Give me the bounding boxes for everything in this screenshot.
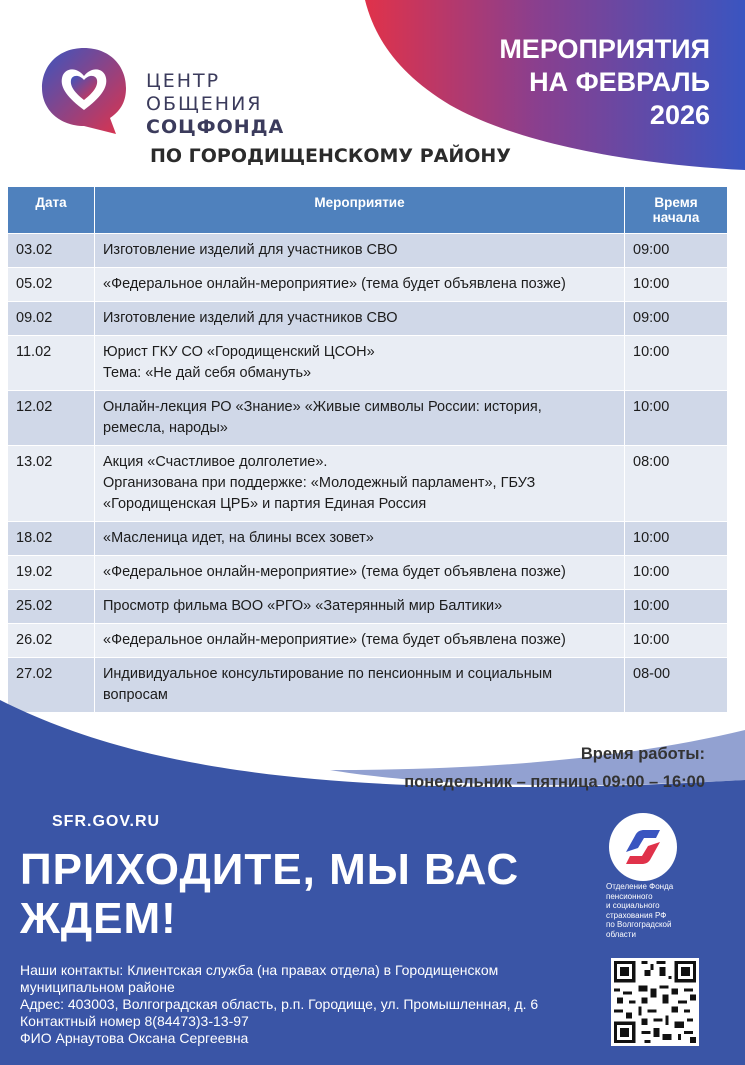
row-event: [95, 446, 625, 522]
row-time: 09:00: [625, 302, 728, 336]
row-date: 19.02: [8, 556, 95, 590]
row-time: 10:00: [625, 624, 728, 658]
row-date: 12.02: [8, 391, 95, 446]
row-event-line: Акция «Счастливое долголетие».: [103, 454, 328, 470]
table-row: [8, 302, 728, 336]
row-time: 08:00: [625, 446, 728, 522]
column-header-time-line-1: Время: [654, 195, 698, 210]
table-row: [8, 446, 728, 522]
sfr-caption-line: Отделение Фонда: [606, 882, 674, 891]
table-row: [8, 234, 728, 268]
row-event: [95, 590, 625, 624]
row-event-line: «Городищенская ЦРБ» и партия Единая Россия: [103, 496, 427, 512]
row-date: 11.02: [8, 336, 95, 391]
row-time: 10:00: [625, 556, 728, 590]
site-link[interactable]: SFR.GOV.RU: [52, 813, 161, 830]
logo-line-1: ЦЕНТР: [146, 70, 221, 92]
logo-line-3: СОЦФОНДА: [146, 116, 285, 138]
page-title: [499, 33, 710, 132]
title-line-1: МЕРОПРИЯТИЯ: [499, 34, 710, 64]
row-event: [95, 302, 625, 336]
column-header-time-line-2: начала: [652, 210, 700, 225]
row-event: [95, 624, 625, 658]
column-header-time: [625, 187, 728, 234]
slogan-line-1: ПРИХОДИТЕ, МЫ ВАС: [20, 845, 520, 894]
row-event-line: Организована при поддержке: «Молодежный парламент», ГБУЗ: [103, 475, 536, 491]
row-event-line: ремесла, народы»: [103, 420, 228, 436]
contacts-block: [20, 962, 600, 1047]
row-time: 08-00: [625, 658, 728, 713]
work-hours-value: понедельник – пятница 09:00 – 16:00: [404, 773, 705, 791]
table-row: [8, 522, 728, 556]
work-hours: [404, 740, 705, 796]
events-table: [7, 186, 728, 713]
work-hours-title: Время работы:: [580, 745, 705, 763]
sfr-caption-line: страхования РФ: [606, 910, 667, 920]
row-date: 26.02: [8, 624, 95, 658]
contacts-line: ФИО Арнаутова Оксана Сергеевна: [20, 1030, 249, 1046]
row-event-line: Изготовление изделий для участников СВО: [103, 310, 398, 326]
table-row: [8, 268, 728, 302]
row-event-line: Просмотр фильма ВОО «РГО» «Затерянный мир Балтики»: [103, 598, 503, 614]
row-time: 10:00: [625, 336, 728, 391]
table-row: [8, 391, 728, 446]
title-line-2: НА ФЕВРАЛЬ: [529, 67, 710, 97]
row-event-line: Индивидуальное консультирование по пенсионным и социальным: [103, 666, 553, 682]
row-event-line: вопросам: [103, 687, 168, 703]
row-event-line: «Федеральное онлайн-мероприятие» (тема будет объявлена позже): [103, 276, 566, 292]
contacts-line: Контактный номер 8(84473)3-13-97: [20, 1013, 249, 1029]
row-event-line: «Масленица идет, на блины всех зовет»: [103, 530, 374, 546]
row-date: 18.02: [8, 522, 95, 556]
row-event: [95, 556, 625, 590]
row-event: [95, 268, 625, 302]
row-event-line: Юрист ГКУ СО «Городищенский ЦСОН»: [103, 344, 375, 360]
table-header-row: [8, 187, 728, 234]
row-date: 03.02: [8, 234, 95, 268]
table-row: [8, 556, 728, 590]
row-date: 13.02: [8, 446, 95, 522]
row-time: 10:00: [625, 522, 728, 556]
row-time: 10:00: [625, 590, 728, 624]
row-date: 27.02: [8, 658, 95, 713]
row-date: 25.02: [8, 590, 95, 624]
contacts-line: Наши контакты: Клиентская служба (на правах отдела) в Городищенском: [20, 962, 499, 978]
table-row: [8, 590, 728, 624]
row-time: 09:00: [625, 234, 728, 268]
slogan: [20, 845, 590, 943]
row-event-line: Тема: «Не дай себя обмануть»: [103, 365, 312, 381]
sfr-caption-line: по Волгоградской: [606, 920, 672, 929]
qr-code-icon[interactable]: [611, 958, 699, 1046]
title-line-3: 2026: [649, 100, 710, 130]
row-event-line: Онлайн-лекция РО «Знание» «Живые символы России: история,: [103, 399, 542, 415]
heart-logo-icon: [38, 40, 130, 135]
slogan-line-2: ЖДЕМ!: [20, 894, 177, 943]
contacts-line: муниципальном районе: [20, 979, 175, 995]
row-event: [95, 522, 625, 556]
row-time: 10:00: [625, 268, 728, 302]
sfr-logo-icon: [608, 812, 678, 882]
row-date: 05.02: [8, 268, 95, 302]
district-title: ПО ГОРОДИЩЕНСКОМУ РАЙОНУ: [150, 145, 511, 167]
table-row: [8, 624, 728, 658]
contacts-line: Адрес: 403003, Волгоградская область, р.п. Городище, ул. Промышленная, д. 6: [20, 996, 539, 1012]
table-row: [8, 336, 728, 391]
row-time: 10:00: [625, 391, 728, 446]
row-event: [95, 234, 625, 268]
row-date: 09.02: [8, 302, 95, 336]
sfr-caption-line: и социального: [606, 901, 660, 910]
row-event-line: Изготовление изделий для участников СВО: [103, 242, 398, 258]
row-event: [95, 336, 625, 391]
row-event-line: «Федеральное онлайн-мероприятие» (тема будет объявлена позже): [103, 564, 566, 580]
sfr-caption-line: области: [606, 929, 636, 939]
logo-wordmark: [146, 70, 284, 139]
column-header-date: Дата: [8, 187, 95, 234]
row-event: [95, 391, 625, 446]
sfr-caption: [606, 882, 716, 939]
logo-line-2: ОБЩЕНИЯ: [146, 93, 263, 115]
sfr-caption-line: пенсионного: [606, 891, 653, 901]
row-event-line: «Федеральное онлайн-мероприятие» (тема будет объявлена позже): [103, 632, 566, 648]
column-header-event: Мероприятие: [95, 187, 625, 234]
